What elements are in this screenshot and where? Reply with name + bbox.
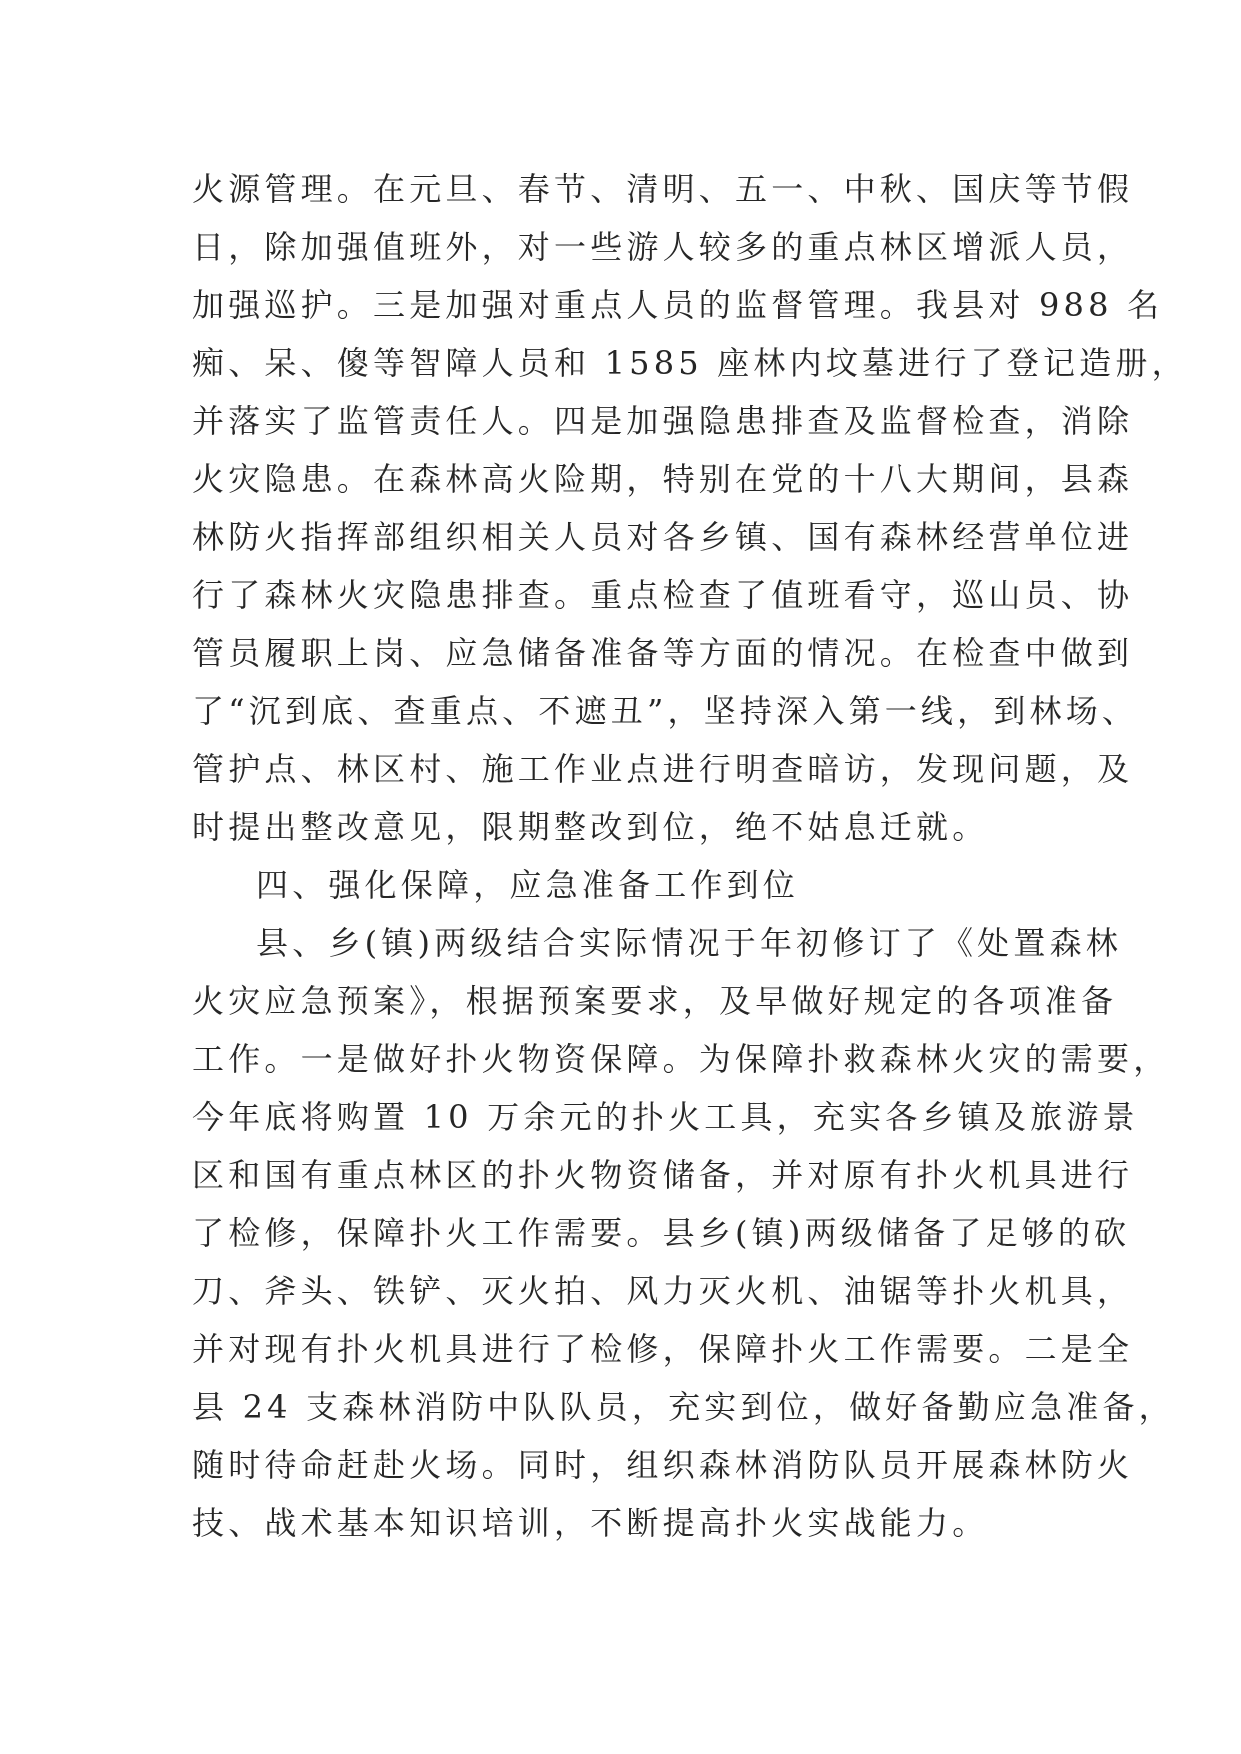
text-line: 管护点、林区村、施工作业点进行明查暗访，发现问题，及 — [192, 750, 1134, 788]
text-line: 火灾隐患。在森林高火险期，特别在党的十八大期间，县森 — [192, 460, 1134, 498]
text-line: 县 24 支森林消防中队队员，充实到位，做好备勤应急准备， — [192, 1388, 1175, 1426]
document-body — [192, 160, 1188, 1552]
text-line: 行了森林火灾隐患排查。重点检查了值班看守，巡山员、协 — [192, 576, 1134, 614]
text-line: 加强巡护。三是加强对重点人员的监督管理。我县对 988 名 — [192, 286, 1164, 324]
text-line: 管员履职上岗、应急储备准备等方面的情况。在检查中做到 — [192, 634, 1134, 672]
text-line: 日，除加强值班外，对一些游人较多的重点林区增派人员， — [192, 228, 1134, 266]
text-line: 并对现有扑火机具进行了检修，保障扑火工作需要。二是全 — [192, 1330, 1134, 1368]
text-line: 区和国有重点林区的扑火物资储备，并对原有扑火机具进行 — [192, 1156, 1134, 1194]
section-heading: 四、强化保障，应急准备工作到位 — [256, 866, 800, 904]
text-line: 工作。一是做好扑火物资保障。为保障扑救森林火灾的需要， — [192, 1040, 1170, 1078]
text-line: 并落实了监管责任人。四是加强隐患排查及监督检查，消除 — [192, 402, 1134, 440]
text-line: 火源管理。在元旦、春节、清明、五一、中秋、国庆等节假 — [192, 170, 1134, 208]
text-line: 刀、斧头、铁铲、灭火拍、风力灭火机、油锯等扑火机具， — [192, 1272, 1134, 1310]
text-line: 随时待命赶赴火场。同时，组织森林消防队员开展森林防火 — [192, 1446, 1134, 1484]
text-line: 技、战术基本知识培训，不断提高扑火实战能力。 — [192, 1504, 989, 1542]
text-line: 今年底将购置 10 万余元的扑火工具，充实各乡镇及旅游景 — [192, 1098, 1139, 1136]
text-line: 了检修，保障扑火工作需要。县乡(镇)两级储备了足够的砍 — [192, 1214, 1131, 1252]
text-line: 了“沉到底、查重点、不遮丑”，坚持深入第一线，到林场、 — [192, 692, 1139, 730]
paragraph-first-line: 县、乡(镇)两级结合实际情况于年初修订了《处置森林 — [256, 924, 1122, 962]
text-line: 火灾应急预案》，根据预案要求，及早做好规定的各项准备 — [192, 982, 1118, 1020]
text-line: 时提出整改意见，限期整改到位，绝不姑息迁就。 — [192, 808, 989, 846]
text-line: 痴、呆、傻等智障人员和 1585 座林内坟墓进行了登记造册， — [192, 344, 1188, 382]
text-line: 林防火指挥部组织相关人员对各乡镇、国有森林经营单位进 — [192, 518, 1134, 556]
